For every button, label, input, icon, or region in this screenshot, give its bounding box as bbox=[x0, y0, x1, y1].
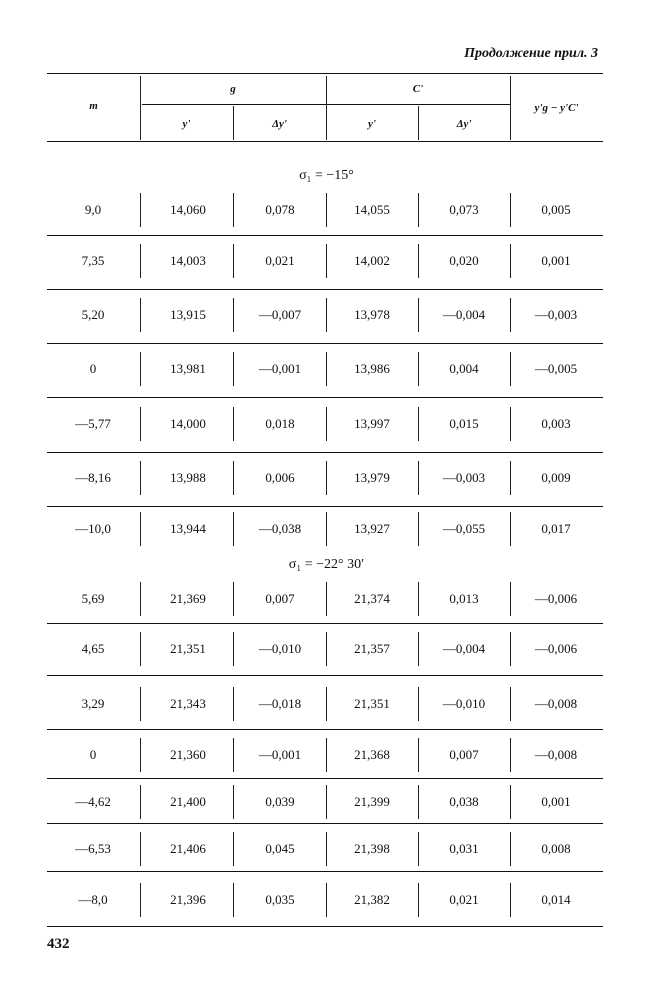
row-divider-3 bbox=[326, 298, 327, 332]
cell-g-dy: —0,001 bbox=[258, 361, 302, 376]
cell-m: 7,35 bbox=[81, 253, 105, 268]
row-rule bbox=[47, 343, 603, 344]
cell-diff: 0,008 bbox=[541, 841, 571, 856]
cell-g-y: 21,369 bbox=[170, 591, 206, 606]
row-divider-1 bbox=[140, 193, 141, 227]
header-g-dy: Δy' bbox=[272, 118, 287, 130]
cell-diff: —0,008 bbox=[534, 747, 578, 762]
cell-c-y: 21,398 bbox=[354, 841, 390, 856]
cell-c-dy: 0,013 bbox=[449, 591, 479, 606]
running-head: Продолжение прил. 3 bbox=[464, 46, 598, 61]
row-divider-5 bbox=[510, 687, 511, 721]
row-divider-1 bbox=[140, 244, 141, 278]
cell-g-dy: —0,010 bbox=[258, 641, 302, 656]
row-divider-2 bbox=[233, 832, 234, 866]
cell-m: 0 bbox=[89, 747, 97, 762]
row-divider-4 bbox=[418, 832, 419, 866]
section-title-2: σ₁ = −22° 30′ bbox=[288, 557, 365, 572]
cell-g-dy: —0,038 bbox=[258, 521, 302, 536]
row-divider-2 bbox=[233, 738, 234, 772]
cell-c-y: 21,374 bbox=[354, 591, 390, 606]
row-rule bbox=[47, 871, 603, 872]
cell-g-y: 21,351 bbox=[170, 641, 206, 656]
row-divider-3 bbox=[326, 632, 327, 666]
cell-c-y: 13,927 bbox=[354, 521, 390, 536]
row-divider-5 bbox=[510, 582, 511, 616]
row-rule bbox=[47, 235, 603, 236]
row-divider-5 bbox=[510, 785, 511, 819]
cell-m: 9,0 bbox=[84, 202, 102, 217]
cell-c-dy: 0,007 bbox=[449, 747, 479, 762]
row-divider-3 bbox=[326, 582, 327, 616]
cell-c-dy: 0,015 bbox=[449, 416, 479, 431]
row-rule bbox=[47, 506, 603, 507]
cell-c-y: 21,399 bbox=[354, 794, 390, 809]
header-g-y: y' bbox=[182, 118, 191, 130]
row-divider-2 bbox=[233, 244, 234, 278]
cell-c-y: 21,382 bbox=[354, 892, 390, 907]
row-rule bbox=[47, 778, 603, 779]
cell-diff: 0,003 bbox=[541, 416, 571, 431]
row-rule bbox=[47, 926, 603, 927]
cell-g-y: 13,981 bbox=[170, 361, 206, 376]
cell-c-y: 21,368 bbox=[354, 747, 390, 762]
row-divider-3 bbox=[326, 832, 327, 866]
row-divider-3 bbox=[326, 352, 327, 386]
cell-c-y: 14,055 bbox=[354, 202, 390, 217]
row-divider-5 bbox=[510, 193, 511, 227]
row-divider-4 bbox=[418, 738, 419, 772]
row-divider-2 bbox=[233, 461, 234, 495]
cell-g-dy: 0,018 bbox=[265, 416, 295, 431]
cell-m: —4,62 bbox=[75, 794, 111, 809]
row-divider-4 bbox=[418, 352, 419, 386]
header-m: m bbox=[89, 100, 98, 112]
cell-g-dy: 0,045 bbox=[265, 841, 295, 856]
row-divider-1 bbox=[140, 298, 141, 332]
cell-c-y: 21,357 bbox=[354, 641, 390, 656]
cell-m: 3,29 bbox=[81, 696, 105, 711]
cell-c-y: 13,997 bbox=[354, 416, 390, 431]
cell-diff: —0,006 bbox=[534, 591, 578, 606]
cell-c-dy: —0,004 bbox=[442, 307, 486, 322]
row-divider-2 bbox=[233, 785, 234, 819]
cell-m: —8,0 bbox=[78, 892, 108, 907]
cell-m: —6,53 bbox=[75, 841, 111, 856]
cell-g-dy: 0,035 bbox=[265, 892, 295, 907]
row-divider-3 bbox=[326, 785, 327, 819]
cell-g-dy: 0,039 bbox=[265, 794, 295, 809]
cell-c-dy: —0,055 bbox=[442, 521, 486, 536]
cell-m: 5,69 bbox=[81, 591, 105, 606]
row-rule bbox=[47, 729, 603, 730]
cell-g-y: 13,988 bbox=[170, 470, 206, 485]
row-divider-1 bbox=[140, 582, 141, 616]
row-divider-2 bbox=[233, 193, 234, 227]
row-divider-5 bbox=[510, 407, 511, 441]
row-divider-4 bbox=[418, 632, 419, 666]
row-divider-3 bbox=[326, 407, 327, 441]
row-divider-5 bbox=[510, 632, 511, 666]
cell-g-dy: —0,001 bbox=[258, 747, 302, 762]
cell-g-y: 14,003 bbox=[170, 253, 206, 268]
row-divider-2 bbox=[233, 512, 234, 546]
header-g: g bbox=[230, 83, 236, 95]
cell-g-y: 13,915 bbox=[170, 307, 206, 322]
row-divider-3 bbox=[326, 738, 327, 772]
row-divider-4 bbox=[418, 407, 419, 441]
cell-c-y: 21,351 bbox=[354, 696, 390, 711]
row-divider-1 bbox=[140, 512, 141, 546]
cell-c-dy: —0,004 bbox=[442, 641, 486, 656]
row-divider-2 bbox=[233, 632, 234, 666]
row-divider-1 bbox=[140, 687, 141, 721]
row-divider-4 bbox=[418, 461, 419, 495]
row-divider-3 bbox=[326, 687, 327, 721]
cell-c-dy: 0,020 bbox=[449, 253, 479, 268]
cell-diff: 0,001 bbox=[541, 253, 571, 268]
cell-g-dy: —0,018 bbox=[258, 696, 302, 711]
row-divider-3 bbox=[326, 193, 327, 227]
row-divider-1 bbox=[140, 407, 141, 441]
cell-c-dy: 0,073 bbox=[449, 202, 479, 217]
cell-diff: 0,005 bbox=[541, 202, 571, 217]
cell-g-dy: —0,007 bbox=[258, 307, 302, 322]
cell-g-y: 21,406 bbox=[170, 841, 206, 856]
row-divider-5 bbox=[510, 298, 511, 332]
row-divider-2 bbox=[233, 582, 234, 616]
cell-m: —5,77 bbox=[75, 416, 111, 431]
cell-g-y: 21,396 bbox=[170, 892, 206, 907]
header-c: C' bbox=[412, 83, 424, 95]
cell-c-y: 13,979 bbox=[354, 470, 390, 485]
cell-diff: 0,001 bbox=[541, 794, 571, 809]
cell-m: 4,65 bbox=[81, 641, 105, 656]
cell-diff: 0,014 bbox=[541, 892, 571, 907]
cell-g-y: 14,000 bbox=[170, 416, 206, 431]
row-divider-5 bbox=[510, 461, 511, 495]
section-title-1: σ₁ = −15° bbox=[299, 168, 354, 183]
row-divider-4 bbox=[418, 687, 419, 721]
cell-c-y: 13,978 bbox=[354, 307, 390, 322]
cell-m: —10,0 bbox=[75, 521, 111, 536]
cell-diff: —0,003 bbox=[534, 307, 578, 322]
row-divider-2 bbox=[233, 687, 234, 721]
cell-diff: —0,005 bbox=[534, 361, 578, 376]
row-rule bbox=[47, 397, 603, 398]
cell-c-dy: 0,031 bbox=[449, 841, 479, 856]
row-divider-3 bbox=[326, 883, 327, 917]
row-divider-4 bbox=[418, 512, 419, 546]
cell-m: 5,20 bbox=[81, 307, 105, 322]
cell-g-y: 21,360 bbox=[170, 747, 206, 762]
cell-g-y: 14,060 bbox=[170, 202, 206, 217]
header-bottom-rule bbox=[47, 141, 603, 142]
row-divider-3 bbox=[326, 244, 327, 278]
row-divider-4 bbox=[418, 785, 419, 819]
cell-c-dy: —0,003 bbox=[442, 470, 486, 485]
row-divider-1 bbox=[140, 883, 141, 917]
page-number: 432 bbox=[47, 936, 70, 952]
row-divider-5 bbox=[510, 738, 511, 772]
cell-g-y: 21,400 bbox=[170, 794, 206, 809]
row-divider-2 bbox=[233, 407, 234, 441]
cell-g-dy: 0,078 bbox=[265, 202, 295, 217]
cell-g-dy: 0,007 bbox=[265, 591, 295, 606]
row-divider-1 bbox=[140, 352, 141, 386]
row-divider-1 bbox=[140, 632, 141, 666]
row-divider-3 bbox=[326, 461, 327, 495]
row-divider-4 bbox=[418, 193, 419, 227]
row-divider-4 bbox=[418, 883, 419, 917]
row-divider-5 bbox=[510, 244, 511, 278]
row-divider-4 bbox=[418, 298, 419, 332]
row-rule bbox=[47, 823, 603, 824]
header-diff: y'g − y'C' bbox=[534, 102, 579, 114]
cell-g-y: 13,944 bbox=[170, 521, 206, 536]
table-top-rule bbox=[47, 73, 603, 74]
row-divider-5 bbox=[510, 512, 511, 546]
row-divider-5 bbox=[510, 352, 511, 386]
cell-diff: —0,008 bbox=[534, 696, 578, 711]
row-divider-3 bbox=[326, 512, 327, 546]
cell-c-y: 14,002 bbox=[354, 253, 390, 268]
header-c-y: y' bbox=[368, 118, 376, 130]
cell-g-y: 21,343 bbox=[170, 696, 206, 711]
row-divider-1 bbox=[140, 785, 141, 819]
row-rule bbox=[47, 452, 603, 453]
cell-diff: —0,006 bbox=[534, 641, 578, 656]
cell-c-dy: 0,004 bbox=[449, 361, 479, 376]
cell-g-dy: 0,006 bbox=[265, 470, 295, 485]
row-divider-5 bbox=[510, 832, 511, 866]
cell-g-dy: 0,021 bbox=[265, 253, 295, 268]
row-rule bbox=[47, 623, 603, 624]
row-divider-1 bbox=[140, 461, 141, 495]
cell-diff: 0,017 bbox=[541, 521, 571, 536]
row-divider-2 bbox=[233, 883, 234, 917]
row-divider-1 bbox=[140, 832, 141, 866]
row-divider-2 bbox=[233, 352, 234, 386]
row-divider-4 bbox=[418, 244, 419, 278]
cell-c-dy: 0,038 bbox=[449, 794, 479, 809]
cell-m: —8,16 bbox=[75, 470, 111, 485]
row-divider-5 bbox=[510, 883, 511, 917]
cell-c-dy: 0,021 bbox=[449, 892, 479, 907]
cell-m: 0 bbox=[89, 361, 97, 376]
cell-diff: 0,009 bbox=[541, 470, 571, 485]
row-rule bbox=[47, 675, 603, 676]
header-c-dy: Δy' bbox=[456, 118, 472, 130]
cell-c-dy: —0,010 bbox=[442, 696, 486, 711]
row-divider-1 bbox=[140, 738, 141, 772]
row-rule bbox=[47, 289, 603, 290]
row-divider-2 bbox=[233, 298, 234, 332]
cell-c-y: 13,986 bbox=[354, 361, 390, 376]
row-divider-4 bbox=[418, 582, 419, 616]
